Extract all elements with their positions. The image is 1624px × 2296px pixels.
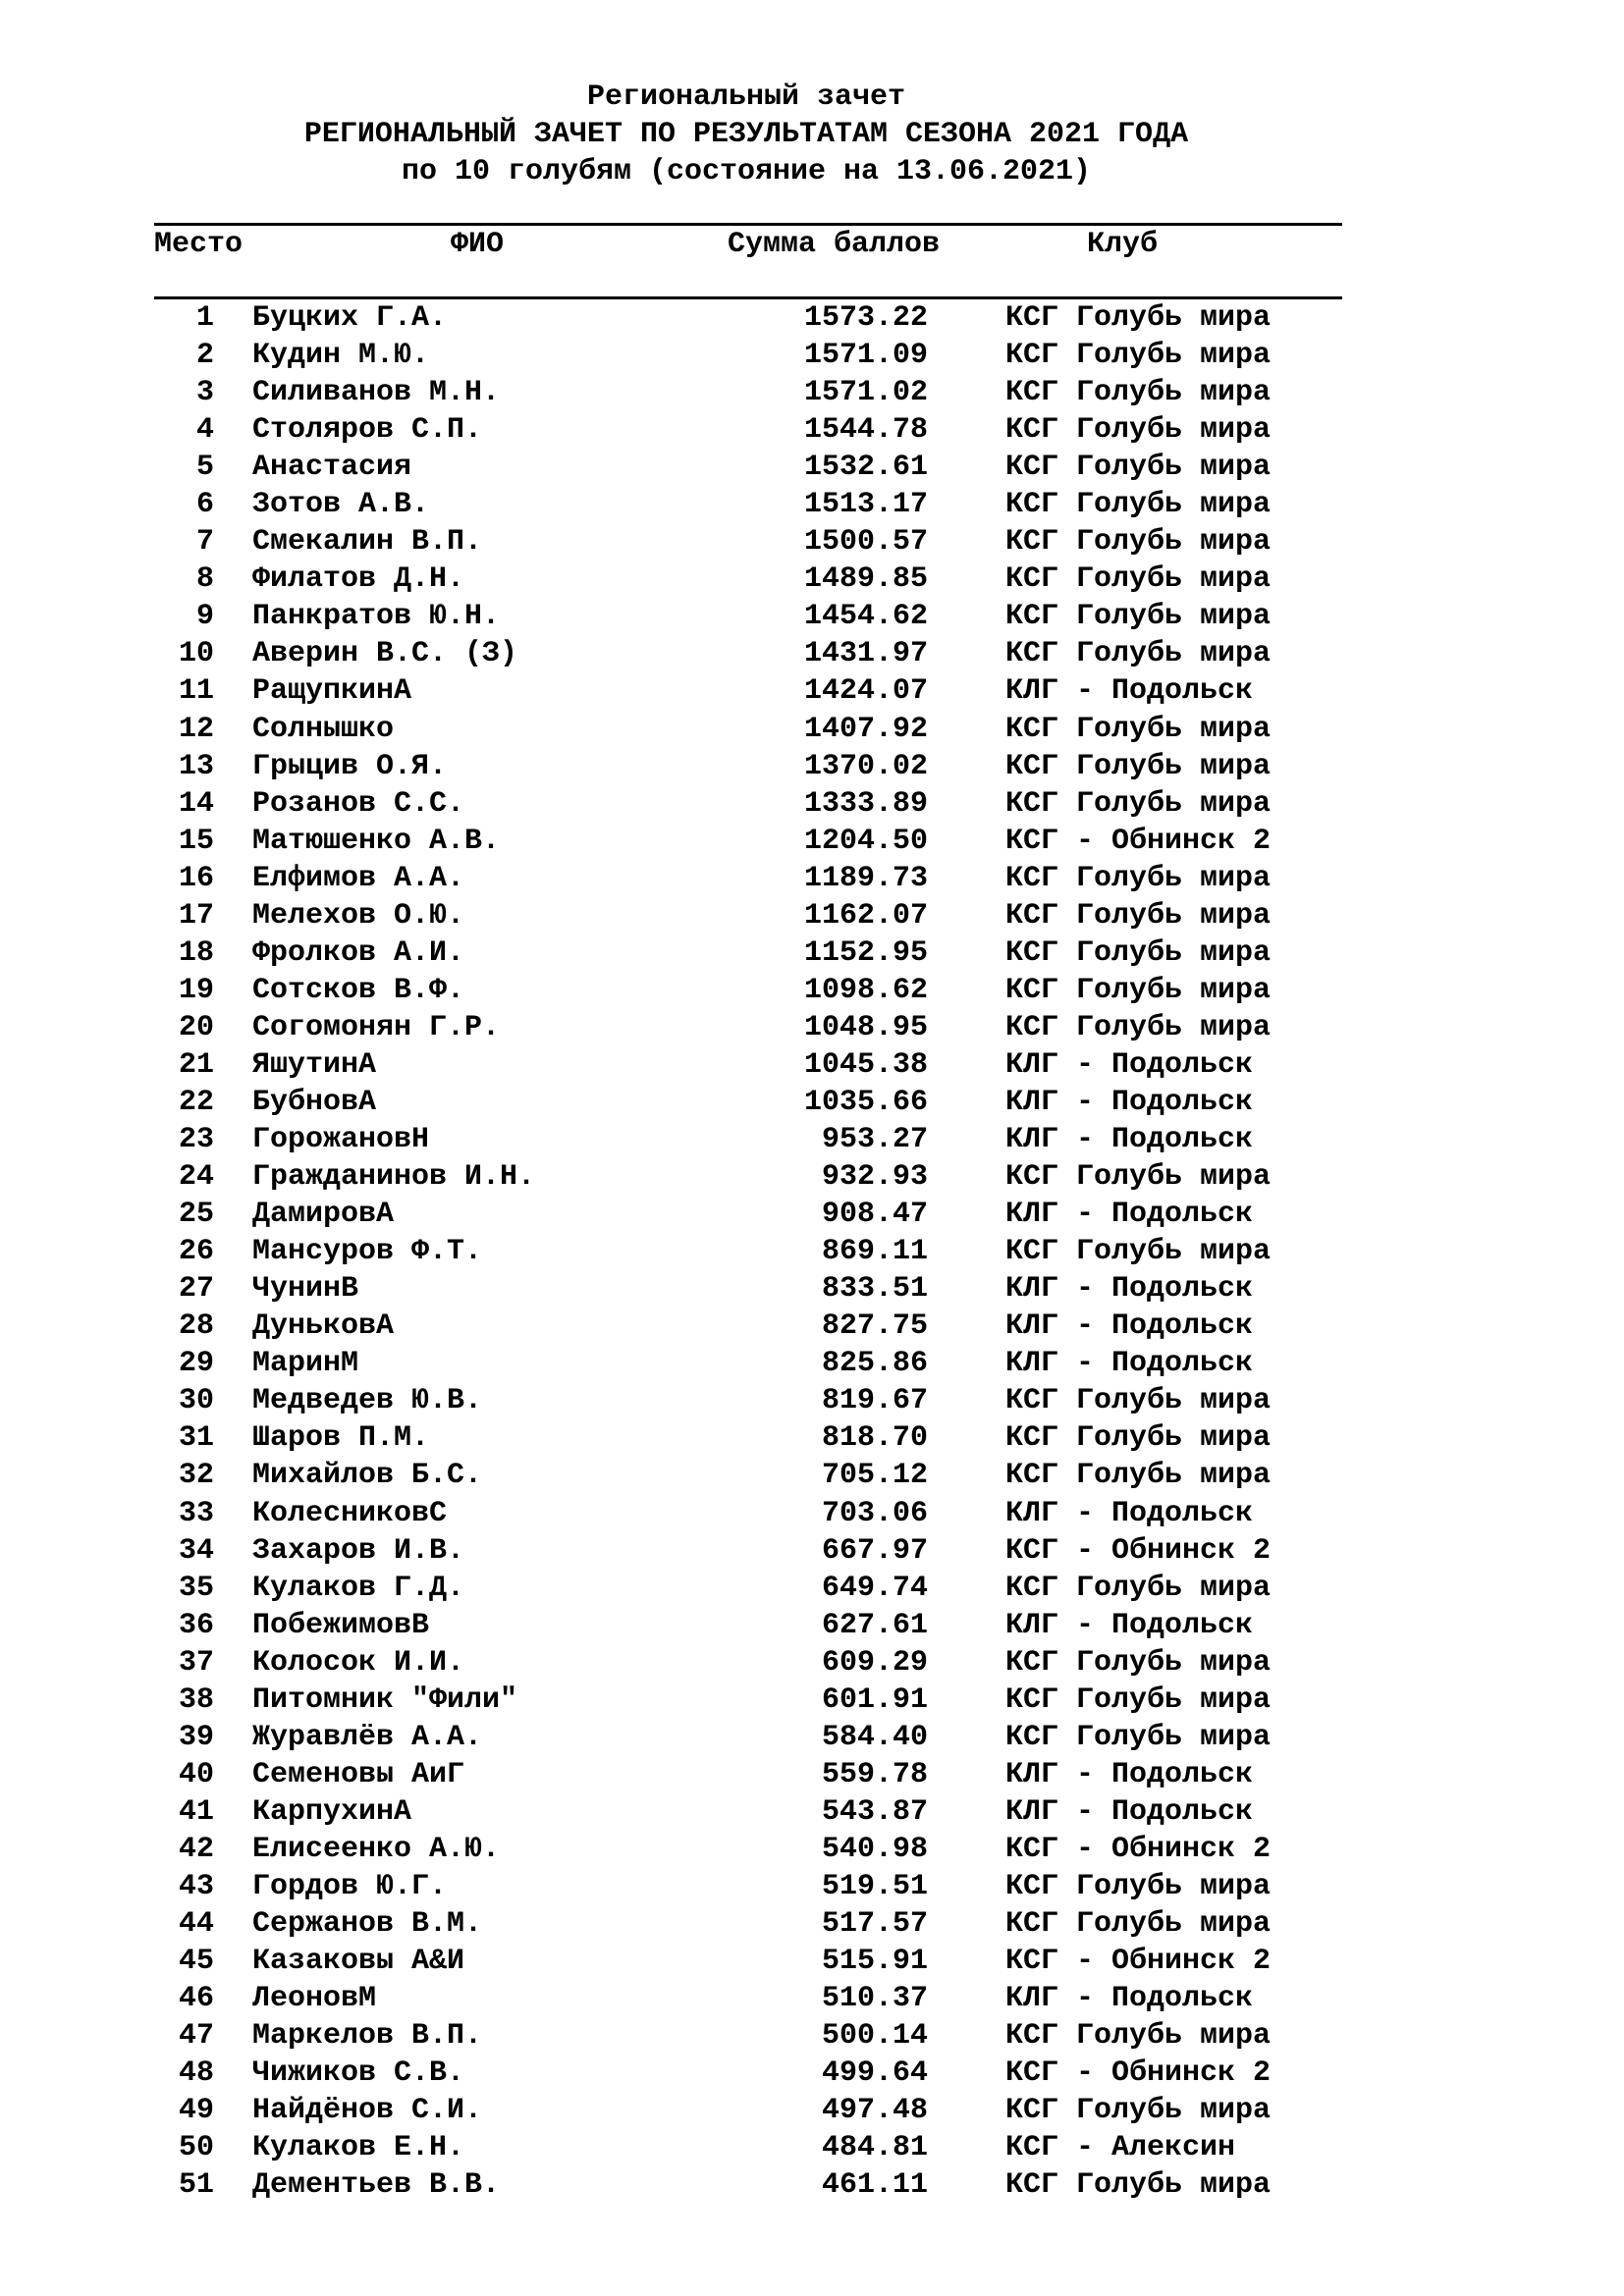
row-club: КСГ Голубь мира	[1005, 451, 1272, 485]
row-club: КСГ Голубь мира	[1005, 600, 1272, 634]
table-row	[0, 1756, 1624, 1793]
row-score: 1513.17	[803, 488, 928, 522]
table-row	[0, 1793, 1624, 1831]
table-row	[0, 1233, 1624, 1270]
row-score: 703.06	[821, 1496, 928, 1530]
row-club: КСГ Голубь мира	[1005, 712, 1272, 746]
row-club: КСГ - Обнинск 2	[1005, 1945, 1272, 1979]
row-club: КСГ - Обнинск 2	[1005, 1832, 1272, 1866]
row-place: 50	[178, 2131, 214, 2165]
row-club: КСГ Голубь мира	[1005, 413, 1272, 448]
row-score: 908.47	[821, 1198, 928, 1232]
row-name: Матюшенко А.В.	[252, 824, 501, 858]
row-club: КСГ Голубь мира	[1005, 2019, 1272, 2054]
row-score: 667.97	[821, 1533, 928, 1568]
row-place: 33	[178, 1496, 214, 1530]
header-score: Сумма баллов	[728, 228, 941, 261]
row-name: Найдёнов С.И.	[252, 2094, 483, 2128]
header-club: Клуб	[1087, 228, 1159, 261]
row-name: КарпухинА	[252, 1794, 412, 1829]
table-row	[0, 1943, 1624, 1980]
row-club: КЛГ - Подольск	[1005, 1309, 1254, 1344]
row-club: КСГ Голубь мира	[1005, 376, 1272, 410]
table-row	[0, 1419, 1624, 1457]
row-score: 540.98	[821, 1832, 928, 1866]
row-club: КСГ Голубь мира	[1005, 749, 1272, 783]
table-row	[0, 934, 1624, 972]
row-place: 9	[195, 600, 214, 634]
row-score: 705.12	[821, 1459, 928, 1493]
row-name: Филатов Д.Н.	[252, 562, 465, 597]
table-row	[0, 411, 1624, 449]
row-club: КСГ Голубь мира	[1005, 488, 1272, 522]
row-place: 37	[178, 1645, 214, 1680]
row-score: 1544.78	[803, 413, 928, 448]
row-club: КЛГ - Подольск	[1005, 1198, 1254, 1232]
row-club: КСГ Голубь мира	[1005, 1645, 1272, 1680]
table-row	[0, 299, 1624, 337]
row-place: 24	[178, 1160, 214, 1195]
row-name: Журавлёв А.А.	[252, 1720, 483, 1754]
row-place: 22	[178, 1085, 214, 1119]
table-row	[0, 823, 1624, 860]
row-score: 1333.89	[803, 786, 928, 821]
row-club: КСГ Голубь мира	[1005, 1720, 1272, 1754]
row-club: КСГ - Алексин	[1005, 2131, 1236, 2165]
row-place: 38	[178, 1682, 214, 1717]
row-score: 499.64	[821, 2056, 928, 2091]
row-club: КСГ Голубь мира	[1005, 1235, 1272, 1269]
row-score: 1162.07	[803, 898, 928, 933]
row-name: ЧунинВ	[252, 1272, 359, 1307]
row-place: 14	[178, 786, 214, 821]
row-score: 833.51	[821, 1272, 928, 1307]
row-name: ДамировА	[252, 1198, 395, 1232]
table-row	[0, 785, 1624, 823]
row-name: Панкратов Ю.Н.	[252, 600, 501, 634]
row-place: 36	[178, 1608, 214, 1642]
row-place: 27	[178, 1272, 214, 1307]
table-row	[0, 1570, 1624, 1607]
row-place: 17	[178, 898, 214, 933]
row-score: 953.27	[821, 1123, 928, 1157]
row-name: КолесниковС	[252, 1496, 448, 1530]
row-score: 510.37	[821, 1982, 928, 2016]
row-place: 7	[195, 525, 214, 560]
row-club: КСГ Голубь мира	[1005, 1384, 1272, 1418]
row-score: 827.75	[821, 1309, 928, 1344]
row-place: 6	[195, 488, 214, 522]
row-club: КСГ Голубь мира	[1005, 2094, 1272, 2128]
row-club: КЛГ - Подольск	[1005, 1757, 1254, 1791]
row-place: 48	[178, 2056, 214, 2091]
row-place: 51	[178, 2168, 214, 2203]
table-row	[0, 2055, 1624, 2092]
row-place: 13	[178, 749, 214, 783]
row-name: Михайлов Б.С.	[252, 1459, 483, 1493]
row-score: 1048.95	[803, 1010, 928, 1044]
row-score: 1204.50	[803, 824, 928, 858]
table-row	[0, 2092, 1624, 2129]
table-row	[0, 1532, 1624, 1570]
row-name: БубновА	[252, 1085, 377, 1119]
table-row	[0, 1121, 1624, 1158]
table-row	[0, 1084, 1624, 1121]
row-score: 649.74	[821, 1571, 928, 1605]
document-title	[0, 79, 1492, 190]
row-club: КСГ Голубь мира	[1005, 935, 1272, 970]
row-name: Согомонян Г.Р.	[252, 1010, 501, 1044]
row-score: 584.40	[821, 1720, 928, 1754]
table-row	[0, 635, 1624, 672]
row-name: ГорожановН	[252, 1123, 430, 1157]
title-line-3: по 10 голубям (состояние на 13.06.2021)	[401, 155, 1092, 188]
row-place: 34	[178, 1533, 214, 1568]
row-score: 515.91	[821, 1945, 928, 1979]
row-score: 1532.61	[803, 451, 928, 485]
row-club: КСГ Голубь мира	[1005, 861, 1272, 895]
table-row	[0, 860, 1624, 897]
row-club: КСГ Голубь мира	[1005, 2168, 1272, 2203]
row-place: 18	[178, 935, 214, 970]
row-place: 28	[178, 1309, 214, 1344]
row-club: КЛГ - Подольск	[1005, 1272, 1254, 1307]
row-club: КСГ Голубь мира	[1005, 525, 1272, 560]
table-row	[0, 523, 1624, 561]
row-place: 49	[178, 2094, 214, 2128]
row-place: 30	[178, 1384, 214, 1418]
row-place: 35	[178, 1571, 214, 1605]
row-name: Елфимов А.А.	[252, 861, 465, 895]
row-club: КСГ Голубь мира	[1005, 898, 1272, 933]
header-name: ФИО	[451, 228, 505, 261]
row-score: 1407.92	[803, 712, 928, 746]
row-score: 1500.57	[803, 525, 928, 560]
table-row	[0, 1831, 1624, 1868]
row-score: 1035.66	[803, 1085, 928, 1119]
row-score: 1098.62	[803, 973, 928, 1007]
row-name: Маркелов В.П.	[252, 2019, 483, 2054]
row-place: 46	[178, 1982, 214, 2016]
table-row	[0, 1607, 1624, 1644]
row-name: Смекалин В.П.	[252, 525, 483, 560]
row-place: 25	[178, 1198, 214, 1232]
row-name: Сержанов В.М.	[252, 1907, 483, 1942]
row-score: 627.61	[821, 1608, 928, 1642]
row-name: ДуньковА	[252, 1309, 395, 1344]
row-score: 609.29	[821, 1645, 928, 1680]
table-row	[0, 1158, 1624, 1196]
row-place: 44	[178, 1907, 214, 1942]
row-club: КСГ Голубь мира	[1005, 1869, 1272, 1903]
table-row	[0, 374, 1624, 411]
row-score: 1571.09	[803, 339, 928, 373]
row-place: 45	[178, 1945, 214, 1979]
table-row	[0, 748, 1624, 785]
row-place: 4	[195, 413, 214, 448]
row-club: КСГ - Обнинск 2	[1005, 1533, 1272, 1568]
table-row	[0, 1905, 1624, 1943]
table-row	[0, 1980, 1624, 2017]
table-row	[0, 1719, 1624, 1756]
table-row	[0, 598, 1624, 635]
table-row	[0, 1196, 1624, 1233]
row-score: 517.57	[821, 1907, 928, 1942]
table-row	[0, 561, 1624, 598]
table-row	[0, 972, 1624, 1009]
row-score: 869.11	[821, 1235, 928, 1269]
row-score: 484.81	[821, 2131, 928, 2165]
row-club: КЛГ - Подольск	[1005, 1982, 1254, 2016]
row-place: 23	[178, 1123, 214, 1157]
row-name: Елисеенко А.Ю.	[252, 1832, 501, 1866]
table-row	[0, 711, 1624, 748]
row-place: 26	[178, 1235, 214, 1269]
table-row	[0, 1345, 1624, 1382]
row-score: 819.67	[821, 1384, 928, 1418]
row-club: КЛГ - Подольск	[1005, 674, 1254, 709]
row-name: Розанов С.С.	[252, 786, 465, 821]
row-club: КСГ Голубь мира	[1005, 786, 1272, 821]
table-row	[0, 1644, 1624, 1682]
row-name: Казаковы А&И	[252, 1945, 465, 1979]
row-name: Аверин В.С. (З)	[252, 637, 518, 671]
row-name: Грыцив О.Я.	[252, 749, 448, 783]
row-name: Мелехов О.Ю.	[252, 898, 465, 933]
table-row	[0, 1495, 1624, 1532]
row-place: 15	[178, 824, 214, 858]
row-place: 40	[178, 1757, 214, 1791]
row-name: Анастасия	[252, 451, 412, 485]
row-name: Зотов А.В.	[252, 488, 430, 522]
row-club: КСГ Голубь мира	[1005, 301, 1272, 335]
title-line-2: РЕГИОНАЛЬНЫЙ ЗАЧЕТ ПО РЕЗУЛЬТАТАМ СЕЗОНА 2021 ГОДА	[303, 118, 1189, 151]
row-score: 497.48	[821, 2094, 928, 2128]
row-club: КЛГ - Подольск	[1005, 1347, 1254, 1381]
row-place: 39	[178, 1720, 214, 1754]
table-row	[0, 1046, 1624, 1084]
table-row	[0, 1009, 1624, 1046]
table-row	[0, 486, 1624, 523]
row-club: КСГ Голубь мира	[1005, 1682, 1272, 1717]
row-name: Гордов Ю.Г.	[252, 1869, 448, 1903]
row-club: КСГ - Обнинск 2	[1005, 824, 1272, 858]
row-score: 1431.97	[803, 637, 928, 671]
row-name: Питомник "Фили"	[252, 1682, 518, 1717]
row-score: 825.86	[821, 1347, 928, 1381]
row-name: Кудин М.Ю.	[252, 339, 430, 373]
row-score: 1370.02	[803, 749, 928, 783]
row-score: 1424.07	[803, 674, 928, 709]
row-name: Мансуров Ф.Т.	[252, 1235, 483, 1269]
row-name: Солнышко	[252, 712, 395, 746]
row-score: 1045.38	[803, 1047, 928, 1082]
row-name: Сотсков В.Ф.	[252, 973, 465, 1007]
table-header	[0, 225, 1624, 264]
row-club: КСГ Голубь мира	[1005, 339, 1272, 373]
row-club: КЛГ - Подольск	[1005, 1047, 1254, 1082]
row-score: 1189.73	[803, 861, 928, 895]
row-place: 16	[178, 861, 214, 895]
row-place: 42	[178, 1832, 214, 1866]
row-club: КЛГ - Подольск	[1005, 1496, 1254, 1530]
row-name: Семеновы АиГ	[252, 1757, 465, 1791]
row-place: 8	[195, 562, 214, 597]
row-score: 1152.95	[803, 935, 928, 970]
row-name: МаринМ	[252, 1347, 359, 1381]
row-club: КЛГ - Подольск	[1005, 1794, 1254, 1829]
row-score: 559.78	[821, 1757, 928, 1791]
row-name: Кулаков Е.Н.	[252, 2131, 465, 2165]
row-place: 19	[178, 973, 214, 1007]
table-row	[0, 1457, 1624, 1494]
table-row	[0, 1868, 1624, 1905]
row-name: Захаров И.В.	[252, 1533, 465, 1568]
row-place: 41	[178, 1794, 214, 1829]
row-club: КСГ Голубь мира	[1005, 1907, 1272, 1942]
row-place: 3	[195, 376, 214, 410]
row-club: КСГ Голубь мира	[1005, 1010, 1272, 1044]
row-place: 29	[178, 1347, 214, 1381]
table-row	[0, 2129, 1624, 2166]
table-row	[0, 1682, 1624, 1719]
row-place: 20	[178, 1010, 214, 1044]
row-place: 12	[178, 712, 214, 746]
table-row	[0, 449, 1624, 486]
row-score: 818.70	[821, 1421, 928, 1456]
row-club: КСГ - Обнинск 2	[1005, 2056, 1272, 2091]
row-score: 601.91	[821, 1682, 928, 1717]
row-club: КСГ Голубь мира	[1005, 1421, 1272, 1456]
row-score: 1454.62	[803, 600, 928, 634]
row-name: Дементьев В.В.	[252, 2168, 501, 2203]
row-score: 1489.85	[803, 562, 928, 597]
row-place: 43	[178, 1869, 214, 1903]
row-name: Гражданинов И.Н.	[252, 1160, 536, 1195]
table-row	[0, 1382, 1624, 1419]
row-place: 2	[195, 339, 214, 373]
table-row	[0, 672, 1624, 710]
table-row	[0, 2166, 1624, 2204]
row-name: Буцких Г.А.	[252, 301, 448, 335]
row-place: 5	[195, 451, 214, 485]
row-club: КСГ Голубь мира	[1005, 973, 1272, 1007]
row-score: 932.93	[821, 1160, 928, 1195]
row-name: ЛеоновМ	[252, 1982, 377, 2016]
row-place: 1	[195, 301, 214, 335]
row-name: Шаров П.М.	[252, 1421, 430, 1456]
row-score: 543.87	[821, 1794, 928, 1829]
row-score: 1571.02	[803, 376, 928, 410]
row-name: Медведев Ю.В.	[252, 1384, 483, 1418]
results-table	[0, 299, 1624, 2204]
table-row	[0, 1270, 1624, 1308]
row-score: 1573.22	[803, 301, 928, 335]
table-row	[0, 337, 1624, 374]
row-club: КЛГ - Подольск	[1005, 1085, 1254, 1119]
row-name: Столяров С.П.	[252, 413, 483, 448]
table-row	[0, 897, 1624, 934]
header-place: Место	[154, 228, 244, 261]
table-row	[0, 1308, 1624, 1345]
row-place: 11	[178, 674, 214, 709]
row-club: КСГ Голубь мира	[1005, 1160, 1272, 1195]
row-name: Кулаков Г.Д.	[252, 1571, 465, 1605]
row-name: Фролков А.И.	[252, 935, 465, 970]
row-club: КСГ Голубь мира	[1005, 562, 1272, 597]
row-place: 32	[178, 1459, 214, 1493]
row-club: КЛГ - Подольск	[1005, 1123, 1254, 1157]
row-place: 10	[178, 637, 214, 671]
row-place: 47	[178, 2019, 214, 2054]
title-line-1: Региональный зачет	[586, 80, 906, 114]
row-name: РащупкинА	[252, 674, 412, 709]
row-score: 461.11	[821, 2168, 928, 2203]
table-row	[0, 2017, 1624, 2055]
row-club: КСГ Голубь мира	[1005, 637, 1272, 671]
row-name: Силиванов М.Н.	[252, 376, 501, 410]
row-club: КЛГ - Подольск	[1005, 1608, 1254, 1642]
row-score: 519.51	[821, 1869, 928, 1903]
row-place: 31	[178, 1421, 214, 1456]
row-name: Колосок И.И.	[252, 1645, 465, 1680]
row-place: 21	[178, 1047, 214, 1082]
row-name: Чижиков С.В.	[252, 2056, 465, 2091]
row-club: КСГ Голубь мира	[1005, 1459, 1272, 1493]
row-club: КСГ Голубь мира	[1005, 1571, 1272, 1605]
row-name: ПобежимовВ	[252, 1608, 430, 1642]
row-score: 500.14	[821, 2019, 928, 2054]
row-name: ЯшутинА	[252, 1047, 377, 1082]
